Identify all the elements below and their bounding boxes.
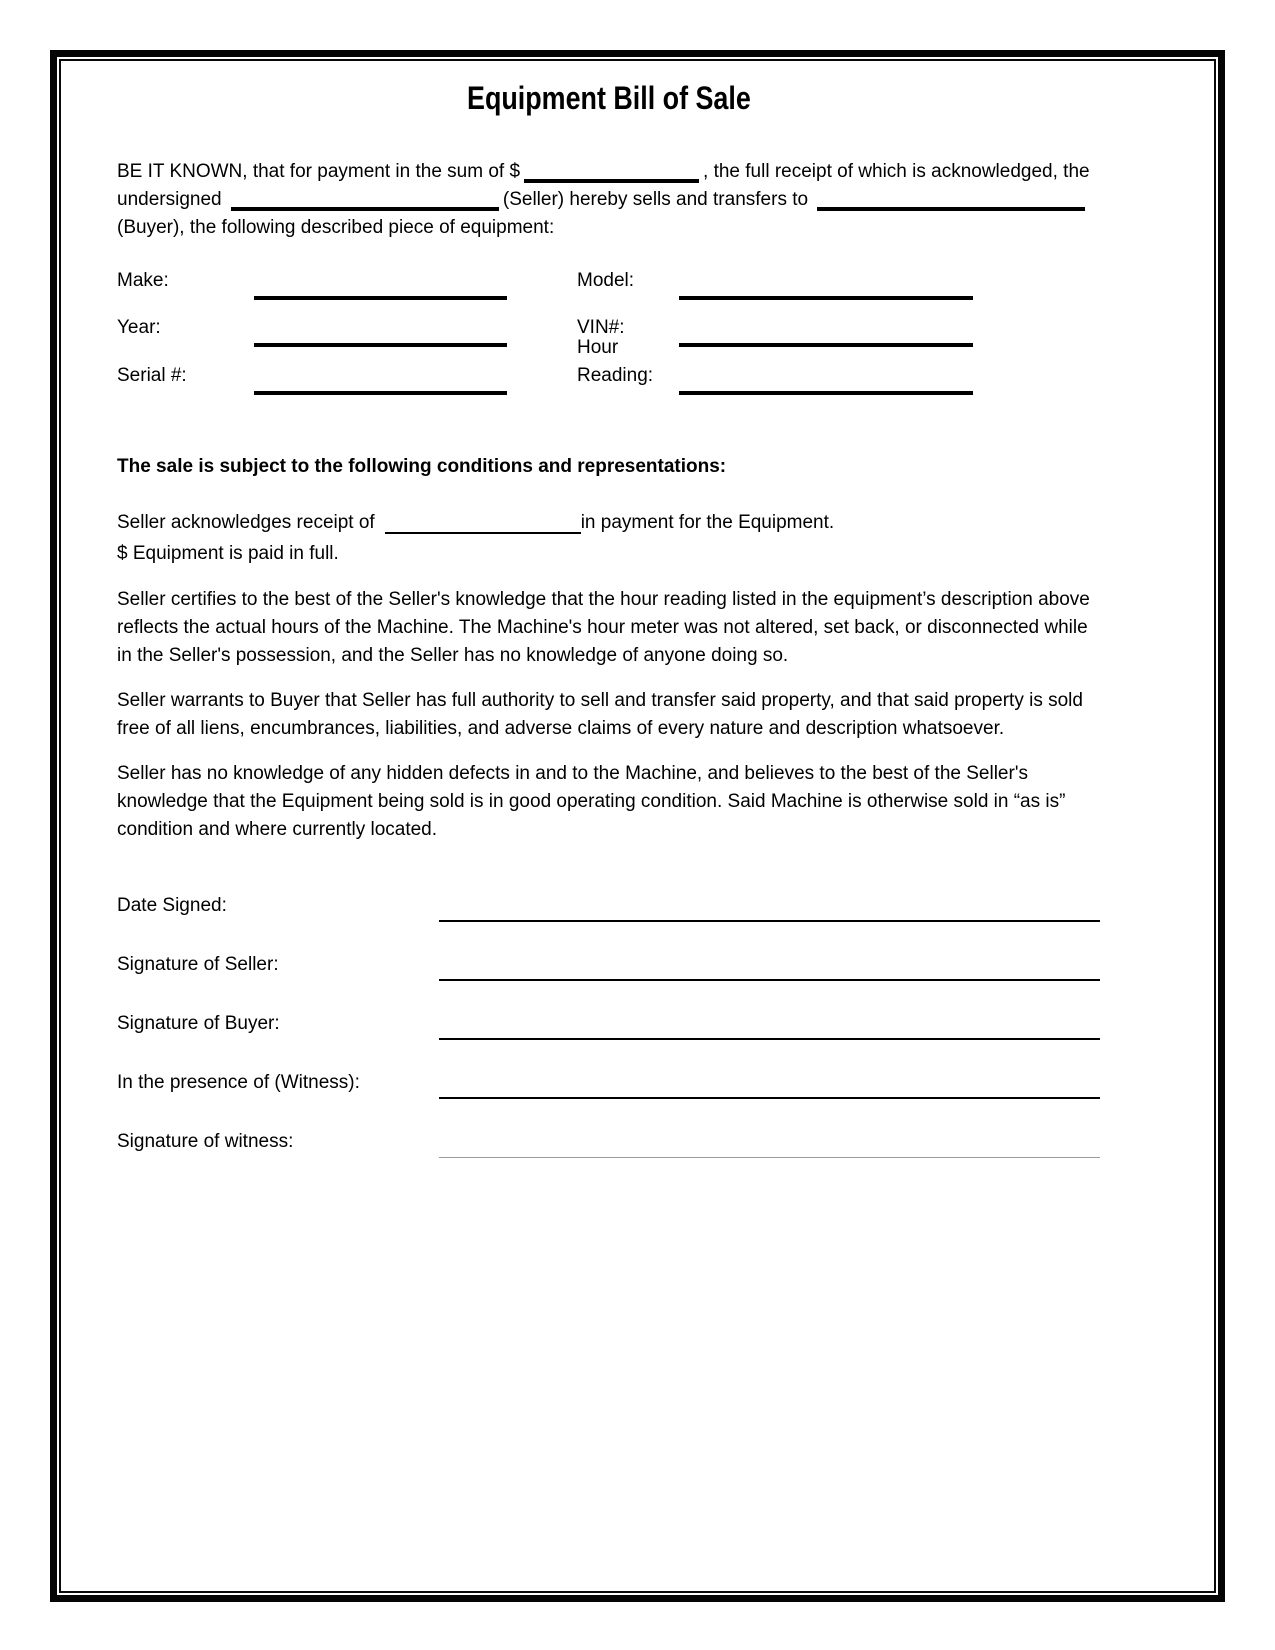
year-field-line[interactable] [254,343,507,347]
serial-label: Serial #: [117,365,187,386]
serial-field-line[interactable] [254,391,507,395]
date-signed-label: Date Signed: [117,895,227,916]
model-field-line[interactable] [679,296,973,300]
conditions-heading: The sale is subject to the following conditions and representations: [117,456,727,477]
seller-name-blank[interactable] [231,207,499,211]
intro-segment-2: , the full receipt of which is acknowledged, the undersigned [117,161,1090,210]
hour-reading-field-line[interactable] [679,391,973,395]
seller-signature-label: Signature of Seller: [117,954,279,975]
intro-segment-1: BE IT KNOWN, that for payment in the sum of $ [117,161,521,182]
receipt-clause [117,507,1100,569]
intro-segment-3: (Seller) hereby sells and transfers to [502,189,809,210]
condition-paragraph-as-is: Seller has no knowledge of any hidden defects in and to the Machine, and believes to the best of the Seller's knowledge that the Equipment being sold is in good operating condition. Said Machine is otherwise sold in “as is” condition and where currently located. [117,763,1066,840]
title-container [117,78,1100,118]
year-label: Year: [117,317,161,338]
receipt-clause-second-line: $ Equipment is paid in full. [117,543,339,564]
payment-amount-blank[interactable] [524,179,699,183]
intro-segment-4: (Buyer), the following described piece of equipment: [117,217,555,238]
seller-signature-line[interactable] [439,979,1100,981]
document-body [117,0,1100,1187]
payment-receipt-blank[interactable] [385,532,581,534]
witness-signature-line[interactable] [439,1157,1100,1158]
condition-paragraph-warranty: Seller warrants to Buyer that Seller has full authority to sell and transfer said property, and that said property is sold free of all liens, encumbrances, liabilities, and adverse claims of every nature and description whatsoever. [117,690,1083,739]
page-title: Equipment Bill of Sale [466,80,751,116]
vin-field-line[interactable] [679,343,973,347]
vin-label: VIN#: [577,317,625,338]
model-label: Model: [577,270,635,291]
signature-section [117,892,1100,1156]
presence-witness-label: In the presence of (Witness): [117,1072,360,1093]
signature-row-witness [117,1128,1100,1156]
hour-reading-label: Hour Reading: [577,337,654,386]
condition-paragraph-hour-meter: Seller certifies to the best of the Seller's knowledge that the hour reading listed in the equipment’s description above reflects the actual hours of the Machine. The Machine's hour meter was not altered, set back, or disconnected while in the Seller's possession, and the Seller has no knowledge of anyone doing so. [117,589,1090,666]
buyer-signature-line[interactable] [439,1038,1100,1040]
make-label: Make: [117,270,169,291]
buyer-name-blank[interactable] [817,207,1085,211]
receipt-clause-after: in payment for the Equipment. [580,512,835,533]
signature-row-presence-witness [117,1069,1100,1097]
signature-row-buyer [117,1010,1100,1038]
signature-row-seller [117,951,1100,979]
intro-paragraph [117,158,1100,242]
date-signed-line[interactable] [439,920,1100,922]
witness-signature-label: Signature of witness: [117,1131,294,1152]
signature-row-date [117,892,1100,920]
receipt-clause-before: Seller acknowledges receipt of [117,512,375,533]
make-field-line[interactable] [254,296,507,300]
presence-witness-line[interactable] [439,1097,1100,1099]
buyer-signature-label: Signature of Buyer: [117,1013,280,1034]
equipment-fields-grid [117,272,1100,395]
